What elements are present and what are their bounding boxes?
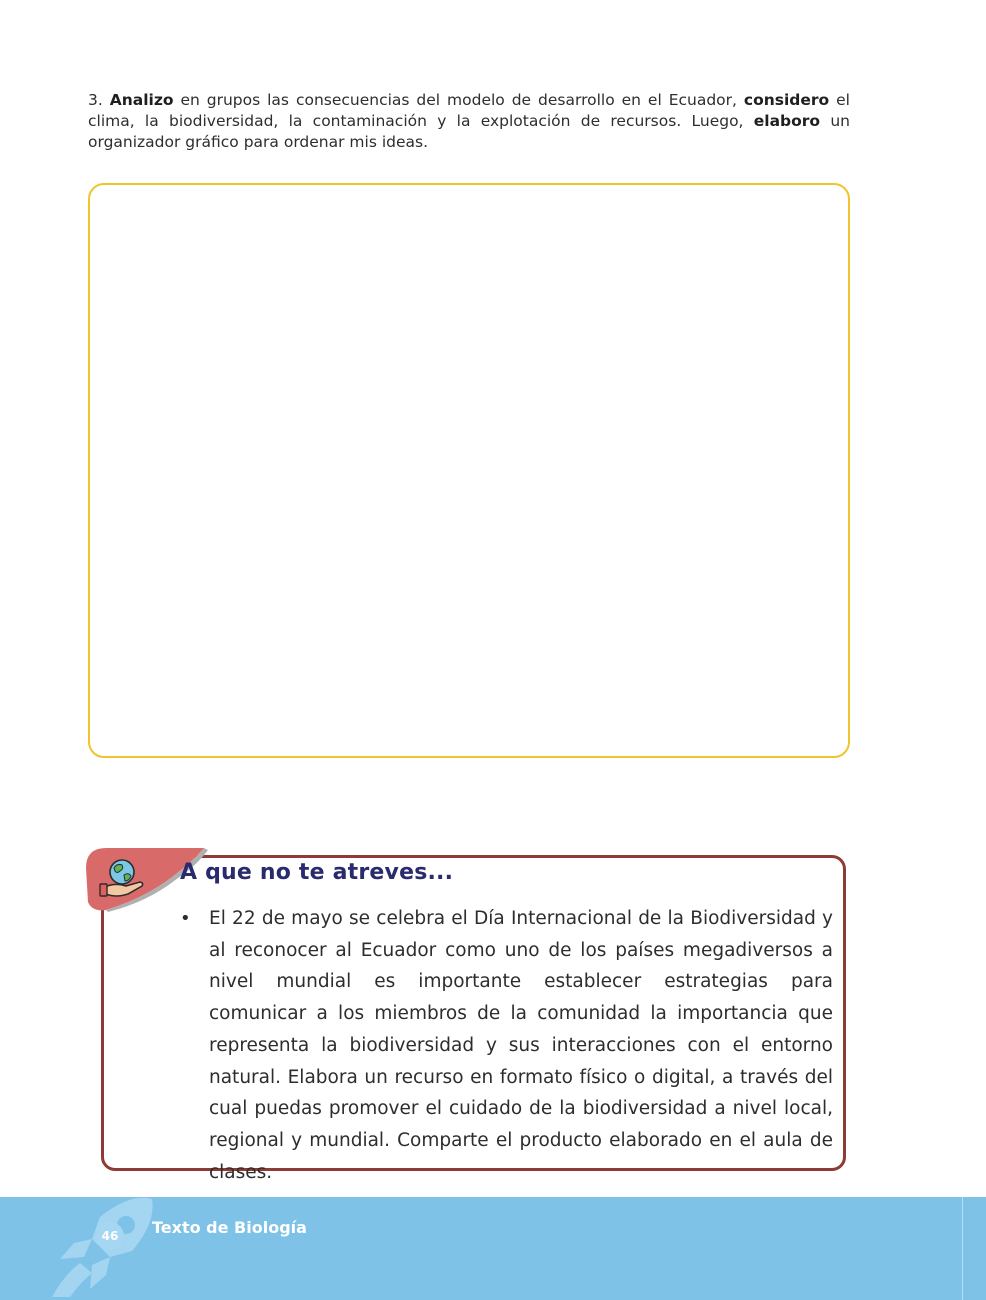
page-number: 46 — [96, 1222, 124, 1250]
activity-text-2: el clima, la biodiversidad, la contaminación y la explotación de recursos. Luego, — [88, 91, 850, 130]
challenge-list — [178, 903, 833, 1188]
book-title: Texto de Biología — [152, 1218, 307, 1237]
challenge-item-text: El 22 de mayo se celebra el Día Internacional de la Biodiversidad y al reconocer al Ecuador como uno de los países megadiversos a nivel mundial es importante establecer estrategias para comunicar a los miembros de la comunidad la importancia que representa la biodiversidad y sus interacciones con el entorno natural. Elabora un recurso en formato físico o digital, a través del cual puedas promover el cuidado de la biodiversidad a nivel local, regional y mundial. Comparte el producto elaborado en el aula de clases. — [209, 908, 833, 1183]
answer-box[interactable] — [88, 183, 850, 758]
activity-verb-considero: considero — [743, 91, 830, 109]
footer-rule — [962, 1197, 963, 1300]
bullet-icon: • — [180, 908, 191, 929]
challenge-item — [178, 903, 833, 1188]
activity-number: 3. — [88, 91, 103, 109]
activity-verb-analizo: Analizo — [109, 91, 174, 109]
challenge-title: A que no te atreves... — [180, 860, 454, 885]
activity-instruction — [88, 90, 850, 153]
activity-text-3: un organizador gráfico para ordenar mis ideas. — [88, 112, 850, 151]
activity-verb-elaboro: elaboro — [753, 112, 821, 130]
activity-text-1: en grupos las consecuencias del modelo de desarrollo en el Ecuador, — [173, 91, 744, 109]
page-footer — [0, 1197, 986, 1300]
